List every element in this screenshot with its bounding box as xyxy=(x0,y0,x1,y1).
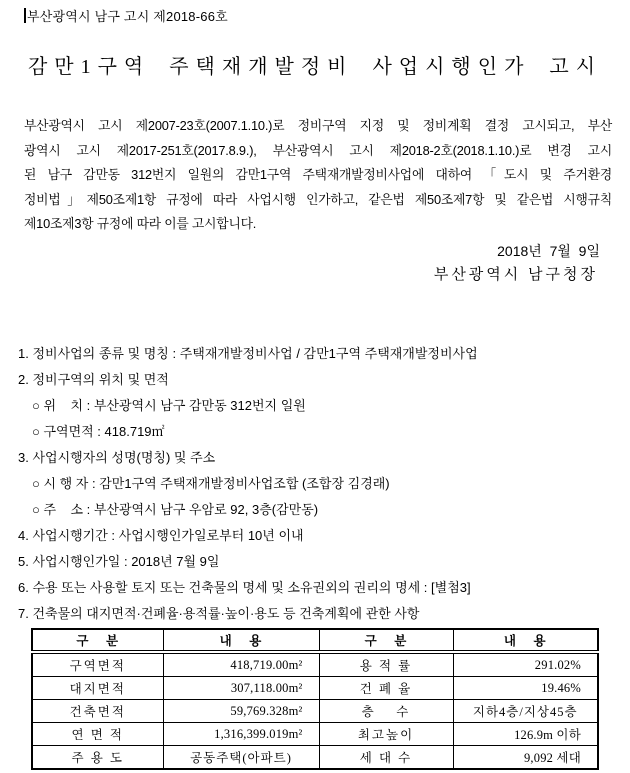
list-item-7: 7. 건축물의 대지면적·건폐율·용적률·높이·용도 등 건축계획에 관한 사항 xyxy=(18,606,420,621)
table-row xyxy=(32,677,598,700)
notice-date: 2018년 7월 9일 xyxy=(497,243,600,259)
notice-body xyxy=(24,114,612,237)
cursor-bar xyxy=(24,8,26,23)
building-plan-table xyxy=(31,628,599,770)
list-item-3: 3. 사업시행자의 성명(명칭) 및 주소 xyxy=(18,450,216,465)
table-value-cell: 공동주택(아파트) xyxy=(163,746,319,770)
table-label-cell: 건축면적 xyxy=(32,700,163,723)
list-item-3-address: ○ 주 소 : 부산광역시 남구 우암로 92, 3층(감만동) xyxy=(32,502,319,517)
body-line: 제10조제3항 규정에 따라 이를 고시합니다. xyxy=(24,216,257,231)
table-label-cell: 대지면적 xyxy=(32,677,163,700)
list-item-6: 6. 수용 또는 사용할 토지 또는 건축물의 명세 및 소유권외의 권리의 명세 : [별첨3] xyxy=(18,580,471,595)
body-line: 광역시 고시 제2017-251호(2017.8.9.), 부산광역시 고시 제2018-2호(2018.1.10.)로 변경 고시 xyxy=(24,142,612,158)
table-value-cell: 291.02% xyxy=(453,652,598,677)
table-row xyxy=(32,652,598,677)
doc-number xyxy=(24,6,228,25)
table-header-cell: 구 분 xyxy=(319,629,453,652)
body-line: 부산광역시 고시 제2007-23호(2007.1.10.)로 정비구역 지정 및 정비계획 결정 고시되고, 부산 xyxy=(24,118,612,133)
notice-signer: 부산광역시 남구청장 xyxy=(433,267,598,283)
body-line: 정비법」제50조제1항 규정에 따라 사업시행 인가하고, 같은법 제50조제7항 및 같은법 시행규칙 xyxy=(24,191,612,207)
table-value-cell: 59,769.328m² xyxy=(163,700,319,723)
table-label-cell: 최고높이 xyxy=(319,723,453,746)
table-label-cell: 주 용 도 xyxy=(32,746,163,770)
table-value-cell: 9,092 세대 xyxy=(453,746,598,770)
table-label-cell: 구역면적 xyxy=(32,652,163,677)
table-row xyxy=(32,746,598,770)
list-item-5: 5. 사업시행인가일 : 2018년 7월 9일 xyxy=(18,554,220,569)
table-header-cell: 내 용 xyxy=(163,629,319,652)
table-label-cell: 층 수 xyxy=(319,700,453,723)
notice-list xyxy=(18,341,622,627)
table-value-cell: 126.9m 이하 xyxy=(453,723,598,746)
list-item-1: 1. 정비사업의 종류 및 명칭 : 주택재개발정비사업 / 감만1구역 주택재개발정비사업 xyxy=(18,346,478,361)
table-header-cell: 구 분 xyxy=(32,629,163,652)
doc-number-text: 부산광역시 남구 고시 제2018-66호 xyxy=(27,9,228,24)
list-item-2-area: ○ 구역면적 : 418.719㎡ xyxy=(32,424,165,439)
list-item-3-implementer: ○ 시 행 자 : 감만1구역 주택재개발정비사업조합 (조합장 김경래) xyxy=(32,476,390,491)
table-row xyxy=(32,723,598,746)
list-item-2-location: ○ 위 치 : 부산광역시 남구 감만동 312번지 일원 xyxy=(32,398,306,413)
table-label-cell: 연 면 적 xyxy=(32,723,163,746)
table-value-cell: 307,118.00m² xyxy=(163,677,319,700)
table-value-cell: 418,719.00m² xyxy=(163,652,319,677)
table-label-cell: 세 대 수 xyxy=(319,746,453,770)
table-value-cell: 1,316,399.019m² xyxy=(163,723,319,746)
table-header-row xyxy=(32,629,598,652)
table-label-cell: 용 적 률 xyxy=(319,652,453,677)
table-row xyxy=(32,700,598,723)
list-item-2: 2. 정비구역의 위치 및 면적 xyxy=(18,372,169,387)
table-value-cell: 지하4층/지상45층 xyxy=(453,700,598,723)
body-line: 된 남구 감만동 312번지 일원의 감만1구역 주택재개발정비사업에 대하여 「도시 및 주거환경 xyxy=(24,167,612,182)
table-value-cell: 19.46% xyxy=(453,677,598,700)
notice-title: 감만1구역 주택재개발정비 사업시행인가 고시 xyxy=(27,56,603,78)
list-item-4: 4. 사업시행기간 : 사업시행인가일로부터 10년 이내 xyxy=(18,528,304,543)
table-header-cell: 내 용 xyxy=(453,629,598,652)
table-label-cell: 건 폐 율 xyxy=(319,677,453,700)
